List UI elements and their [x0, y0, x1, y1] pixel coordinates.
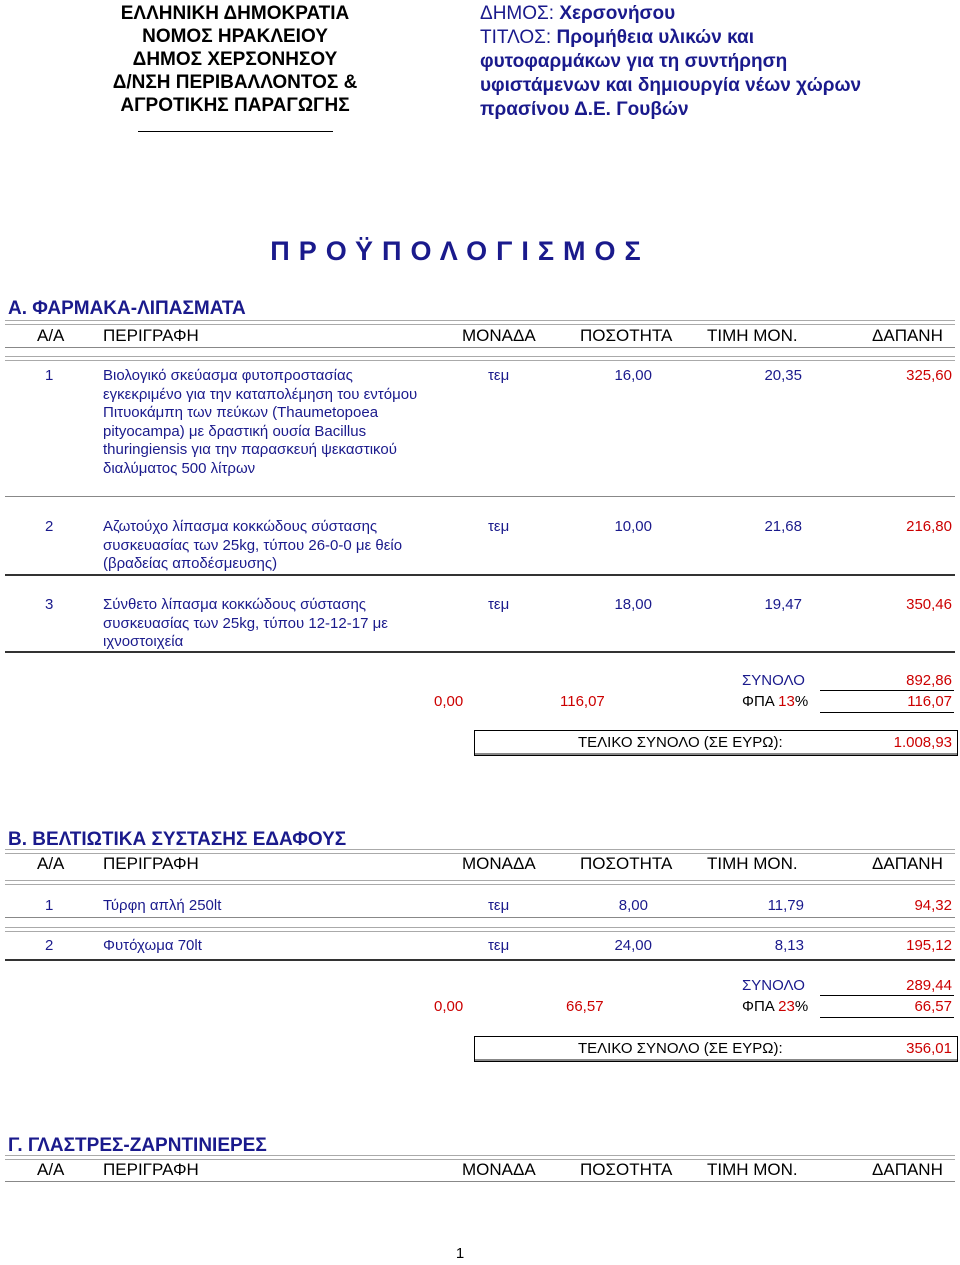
issuer-line: ΕΛΛΗΝΙΚΗ ΔΗΜΟΚΡΑΤΙΑ: [120, 3, 350, 24]
vat-label-group: [742, 998, 808, 1017]
col-price: ΤΙΜΗ ΜΟΝ.: [707, 326, 798, 345]
col-aa: Α/Α: [37, 854, 65, 873]
row-cost: 94,32: [914, 897, 952, 914]
section-name: ΦΑΡΜΑΚΑ-ΛΙΠΑΣΜΑΤΑ: [32, 298, 246, 319]
col-desc: ΠΕΡΙΓΡΑΦΗ: [103, 854, 199, 873]
col-desc: ΠΕΡΙΓΡΑΦΗ: [103, 326, 199, 345]
municipality-label: ΔΗΜΟΣ:: [480, 3, 555, 24]
issuer-line: Δ/ΝΣΗ ΠΕΡΙΒΑΛΛΟΝΤΟΣ &: [112, 72, 358, 93]
row-aa: 1: [45, 897, 54, 914]
row-unit: τεμ: [488, 897, 510, 914]
row-cost: 195,12: [906, 937, 952, 954]
underline: [820, 995, 954, 996]
underline: [820, 712, 954, 713]
divider: [5, 959, 955, 961]
row-desc: Φυτόχωμα 70lt: [103, 937, 202, 954]
section-letter: Γ.: [8, 1135, 23, 1156]
row-cost: 216,80: [906, 518, 952, 535]
vat-label: ΦΠΑ: [742, 998, 774, 1015]
municipality-value: Χερσονήσου: [559, 3, 676, 24]
row-qty: 16,00: [614, 367, 652, 384]
row-unit: τεμ: [488, 518, 510, 535]
col-qty: ΠΟΣΟΤΗΤΑ: [580, 854, 673, 873]
col-desc: ΠΕΡΙΓΡΑΦΗ: [103, 1160, 199, 1179]
col-qty: ΠΟΣΟΤΗΤΑ: [580, 326, 673, 345]
divider: [5, 1181, 955, 1182]
vat-value: 66,57: [914, 998, 952, 1015]
divider: [5, 496, 955, 497]
vat-rate: 23: [778, 998, 795, 1015]
total-label: ΣΥΝΟΛΟ: [742, 672, 805, 689]
row-aa: 3: [45, 596, 54, 613]
vat-rate: 13: [778, 693, 795, 710]
divider: [5, 356, 955, 361]
col-price: ΤΙΜΗ ΜΟΝ.: [707, 854, 798, 873]
col-cost: ΔΑΠΑΝΗ: [872, 1160, 943, 1179]
divider: [5, 917, 955, 918]
project-block: [480, 2, 900, 122]
vat-value: 116,07: [907, 693, 952, 710]
final-label: ΤΕΛΙΚΟ ΣΥΝΟΛΟ (ΣΕ ΕΥΡΩ):: [578, 1040, 783, 1057]
row-aa: 2: [45, 518, 54, 535]
underline: [820, 690, 954, 691]
row-desc: Τύρφη απλή 250lt: [103, 897, 222, 914]
document-title: ΠΡΟΫΠΟΛΟΓΙΣΜΟΣ: [270, 236, 650, 266]
aux-value: 0,00: [434, 998, 464, 1015]
underline: [820, 1017, 954, 1018]
divider: [5, 651, 955, 653]
final-label: ΤΕΛΙΚΟ ΣΥΝΟΛΟ (ΣΕ ΕΥΡΩ):: [578, 734, 783, 751]
issuer-block: [20, 2, 450, 132]
section-letter: Β.: [8, 829, 27, 850]
row-desc: Βιολογικό σκεύασμα φυτοπροστασίας εγκεκριμένο για την καταπολέμηση του εντόμου Πιτυοκάμπη των πεύκων (Thaumetopoea pityocampa) με δραστική ουσία Bacillus thuringiensis για την παρασκευή ψεκαστικού διαλύματος 500 λίτρων: [103, 367, 418, 477]
section-name: ΒΕΛΤΙΩΤΙΚΑ ΣΥΣΤΑΣΗΣ ΕΔΑΦΟΥΣ: [32, 829, 347, 850]
row-unit: τεμ: [488, 937, 510, 954]
final-value: 356,01: [906, 1040, 952, 1057]
divider: [5, 347, 955, 348]
title-label: ΤΙΤΛΟΣ:: [480, 27, 552, 48]
col-unit: ΜΟΝΑΔΑ: [462, 854, 536, 873]
total-value: 892,86: [906, 672, 952, 689]
row-aa: 1: [45, 367, 54, 384]
row-price: 11,79: [767, 897, 804, 914]
row-price: 8,13: [774, 937, 804, 954]
vat-percent: %: [794, 998, 809, 1015]
issuer-line: ΝΟΜΟΣ ΗΡΑΚΛΕΙΟΥ: [142, 26, 328, 47]
row-qty: 18,00: [614, 596, 652, 613]
vat-percent: %: [794, 693, 809, 710]
section-letter: Α.: [8, 298, 27, 319]
row-unit: τεμ: [488, 367, 510, 384]
municipality-line: [480, 2, 900, 26]
divider: [5, 574, 955, 576]
aux-value: 0,00: [434, 693, 464, 710]
row-qty: 10,00: [614, 518, 652, 535]
row-price: 21,68: [764, 518, 802, 535]
section-name: ΓΛΑΣΤΡΕΣ-ΖΑΡΝΤΙΝΙΕΡΕΣ: [27, 1135, 267, 1156]
row-qty: 24,00: [614, 937, 652, 954]
page-number: 1: [455, 1245, 465, 1262]
col-unit: ΜΟΝΑΔΑ: [462, 326, 536, 345]
divider: [5, 320, 955, 325]
signature-underline: [138, 131, 333, 132]
section-a-title: [8, 298, 246, 320]
vat-label: ΦΠΑ: [742, 693, 774, 710]
row-unit: τεμ: [488, 596, 510, 613]
title-value: Προμήθεια υλικών και φυτοφαρμάκων για τη συντήρηση υφιστάμενων και δημιουργία νέων χώρων πρασίνου Δ.Ε. Γουβών: [480, 27, 862, 120]
row-desc: Αζωτούχο λίπασμα κοκκώδους σύστασης συσκευασίας των 25kg, τύπου 26-0-0 με θείο (βραδείας αποδέσμευσης): [103, 518, 403, 572]
col-price: ΤΙΜΗ ΜΟΝ.: [707, 1160, 798, 1179]
row-aa: 2: [45, 937, 54, 954]
title-line: [480, 26, 900, 122]
row-price: 19,47: [764, 596, 802, 613]
col-cost: ΔΑΠΑΝΗ: [872, 854, 943, 873]
final-value: 1.008,93: [893, 734, 952, 751]
vat-label-group: [742, 693, 808, 712]
section-b-title: [8, 829, 346, 851]
col-aa: Α/Α: [37, 1160, 65, 1179]
row-price: 20,35: [764, 367, 802, 384]
col-cost: ΔΑΠΑΝΗ: [872, 326, 943, 345]
aux-value: 116,07: [560, 693, 605, 710]
col-unit: ΜΟΝΑΔΑ: [462, 1160, 536, 1179]
divider: [5, 880, 955, 885]
row-cost: 350,46: [906, 596, 952, 613]
row-desc: Σύνθετο λίπασμα κοκκώδους σύστασης συσκευασίας των 25kg, τύπου 12-12-17 με ιχνοστοιχεία: [103, 596, 388, 650]
total-label: ΣΥΝΟΛΟ: [742, 977, 805, 994]
divider: [5, 927, 955, 932]
section-c-title: [8, 1135, 267, 1157]
col-qty: ΠΟΣΟΤΗΤΑ: [580, 1160, 673, 1179]
total-value: 289,44: [906, 977, 952, 994]
issuer-line: ΑΓΡΟΤΙΚΗΣ ΠΑΡΑΓΩΓΗΣ: [120, 95, 350, 116]
col-aa: Α/Α: [37, 326, 65, 345]
row-cost: 325,60: [906, 367, 952, 384]
aux-value: 66,57: [566, 998, 604, 1015]
issuer-line: ΔΗΜΟΣ ΧΕΡΣΟΝΗΣΟΥ: [132, 49, 338, 70]
row-qty: 8,00: [618, 897, 648, 914]
